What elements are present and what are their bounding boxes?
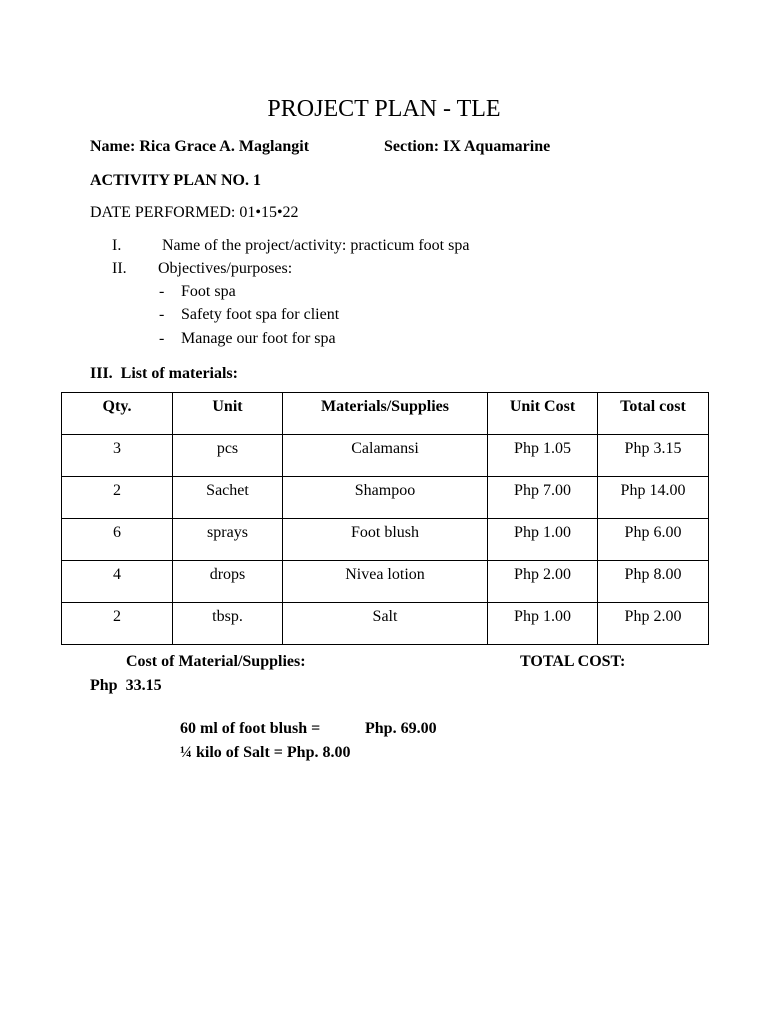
note-foot-blush-label: 60 ml of foot blush = xyxy=(180,720,321,737)
objective-dash-1: - xyxy=(159,283,165,300)
cell-material: Nivea lotion xyxy=(283,561,488,603)
cost-label: Cost of Material/Supplies: xyxy=(126,653,306,670)
cell-unit-cost: Php 1.00 xyxy=(488,603,598,645)
cell-total-cost: Php 8.00 xyxy=(598,561,709,603)
objective-dash-3: - xyxy=(159,330,165,347)
cell-material: Calamansi xyxy=(283,435,488,477)
header-total-cost: Total cost xyxy=(598,393,709,435)
cell-unit: pcs xyxy=(173,435,283,477)
objective-dash-2: - xyxy=(159,306,165,323)
cell-qty: 6 xyxy=(62,519,173,561)
header-unit: Unit xyxy=(173,393,283,435)
objective-3: Manage our foot for spa xyxy=(181,330,336,347)
student-section: Section: IX Aquamarine xyxy=(384,138,551,155)
cell-total-cost: Php 14.00 xyxy=(598,477,709,519)
cell-total-cost: Php 6.00 xyxy=(598,519,709,561)
item-numeral-2: II. xyxy=(112,260,127,277)
cell-material: Shampoo xyxy=(283,477,488,519)
objective-2: Safety foot spa for client xyxy=(181,306,340,323)
header-unit-cost: Unit Cost xyxy=(488,393,598,435)
cell-total-cost: Php 2.00 xyxy=(598,603,709,645)
student-name: Name: Rica Grace A. Maglangit xyxy=(90,138,310,155)
table-row xyxy=(62,561,709,603)
cell-unit: drops xyxy=(173,561,283,603)
note-salt: ¼ kilo of Salt = Php. 8.00 xyxy=(180,744,351,761)
header-materials: Materials/Supplies xyxy=(283,393,488,435)
cell-material: Salt xyxy=(283,603,488,645)
date-performed: DATE PERFORMED: 01•15•22 xyxy=(90,204,299,221)
cell-qty: 3 xyxy=(62,435,173,477)
item-text-1: Name of the project/activity: practicum foot spa xyxy=(162,237,470,254)
materials-table xyxy=(61,392,709,645)
total-cost-label: TOTAL COST: xyxy=(520,653,626,670)
page-title: PROJECT PLAN - TLE xyxy=(267,96,501,122)
table-row xyxy=(62,435,709,477)
objective-1: Foot spa xyxy=(181,283,236,300)
cell-unit: tbsp. xyxy=(173,603,283,645)
cell-unit: Sachet xyxy=(173,477,283,519)
cell-unit-cost: Php 1.00 xyxy=(488,519,598,561)
cell-qty: 2 xyxy=(62,477,173,519)
table-row xyxy=(62,603,709,645)
table-row xyxy=(62,519,709,561)
cell-total-cost: Php 3.15 xyxy=(598,435,709,477)
note-foot-blush-value: Php. 69.00 xyxy=(365,720,437,737)
materials-heading: III. List of materials: xyxy=(90,365,238,382)
cell-unit-cost: Php 2.00 xyxy=(488,561,598,603)
header-qty: Qty. xyxy=(62,393,173,435)
cell-unit: sprays xyxy=(173,519,283,561)
cell-material: Foot blush xyxy=(283,519,488,561)
cell-qty: 4 xyxy=(62,561,173,603)
cell-qty: 2 xyxy=(62,603,173,645)
item-numeral-1: I. xyxy=(112,237,122,254)
table-header-row xyxy=(62,393,709,435)
cell-unit-cost: Php 1.05 xyxy=(488,435,598,477)
cell-unit-cost: Php 7.00 xyxy=(488,477,598,519)
activity-plan-number: ACTIVITY PLAN NO. 1 xyxy=(90,172,261,189)
item-text-2: Objectives/purposes: xyxy=(158,260,293,277)
table-row xyxy=(62,477,709,519)
total-cost-value: Php 33.15 xyxy=(90,677,162,694)
